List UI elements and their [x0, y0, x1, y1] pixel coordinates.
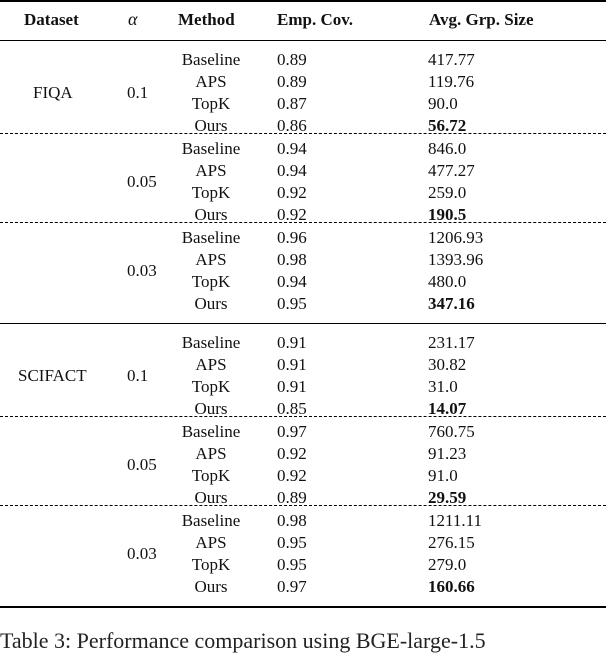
header-method: Method [178, 10, 235, 29]
method-cell: Baseline [181, 139, 241, 158]
dataset-label: FIQA [33, 83, 73, 102]
method-cell: TopK [191, 466, 231, 485]
method-cell: APS [195, 533, 227, 552]
coverage-cell: 0.98 [277, 250, 307, 269]
method-cell: Ours [194, 399, 228, 418]
group-size-cell: 1206.93 [428, 228, 484, 247]
alpha-value: 0.1 [127, 83, 149, 102]
method-cell: Baseline [181, 511, 241, 530]
alpha-value: 0.1 [127, 366, 149, 385]
method-cell: Baseline [181, 228, 241, 247]
group-size-cell: 160.66 [428, 577, 475, 596]
coverage-cell: 0.92 [277, 183, 307, 202]
coverage-cell: 0.89 [277, 488, 307, 507]
header-group-size: Avg. Grp. Size [429, 10, 534, 29]
group-size-cell: 480.0 [428, 272, 467, 291]
coverage-cell: 0.96 [277, 228, 307, 247]
coverage-cell: 0.92 [277, 466, 307, 485]
group-size-cell: 417.77 [428, 50, 475, 69]
group-size-cell: 760.75 [428, 422, 475, 441]
coverage-cell: 0.98 [277, 511, 307, 530]
method-cell: APS [195, 355, 227, 374]
method-cell: Baseline [181, 333, 241, 352]
method-cell: Ours [194, 294, 228, 313]
method-cell: APS [195, 72, 227, 91]
coverage-cell: 0.94 [277, 161, 307, 180]
top-rule [0, 0, 606, 2]
method-cell: Ours [194, 488, 228, 507]
dataset-separator [0, 323, 606, 324]
method-cell: Ours [194, 205, 228, 224]
alpha-value: 0.03 [127, 261, 157, 280]
dataset-label: SCIFACT [18, 366, 87, 385]
coverage-cell: 0.91 [277, 355, 307, 374]
method-cell: TopK [191, 377, 231, 396]
coverage-cell: 0.95 [277, 555, 307, 574]
coverage-cell: 0.87 [277, 94, 307, 113]
group-size-cell: 276.15 [428, 533, 475, 552]
coverage-cell: 0.89 [277, 72, 307, 91]
header-alpha: α [128, 9, 138, 29]
group-size-cell: 259.0 [428, 183, 467, 202]
group-size-cell: 30.82 [428, 355, 467, 374]
group-size-cell: 347.16 [428, 294, 475, 313]
group-size-cell: 91.23 [428, 444, 467, 463]
group-size-cell: 119.76 [428, 72, 475, 91]
method-cell: TopK [191, 272, 231, 291]
group-size-cell: 190.5 [428, 205, 467, 224]
coverage-cell: 0.97 [277, 422, 307, 441]
method-cell: TopK [191, 555, 231, 574]
coverage-cell: 0.85 [277, 399, 307, 418]
header-rule [0, 40, 606, 41]
group-size-cell: 846.0 [428, 139, 467, 158]
group-size-cell: 231.17 [428, 333, 475, 352]
method-cell: TopK [191, 94, 231, 113]
header-coverage: Emp. Cov. [277, 10, 354, 29]
coverage-cell: 0.92 [277, 205, 307, 224]
group-size-cell: 29.59 [428, 488, 467, 507]
alpha-value: 0.03 [127, 544, 157, 563]
group-size-cell: 279.0 [428, 555, 467, 574]
coverage-cell: 0.91 [277, 333, 307, 352]
alpha-value: 0.05 [127, 172, 157, 191]
coverage-cell: 0.95 [277, 533, 307, 552]
header-dataset: Dataset [24, 10, 79, 29]
method-cell: Ours [194, 577, 228, 596]
coverage-cell: 0.94 [277, 139, 307, 158]
method-cell: Ours [194, 116, 228, 135]
group-size-cell: 31.0 [428, 377, 458, 396]
coverage-cell: 0.89 [277, 50, 307, 69]
method-cell: TopK [191, 183, 231, 202]
group-size-cell: 56.72 [428, 116, 467, 135]
coverage-cell: 0.94 [277, 272, 307, 291]
coverage-cell: 0.91 [277, 377, 307, 396]
table-caption: Table 3: Performance comparison using BGE-large-1.5 [0, 628, 486, 653]
group-size-cell: 90.0 [428, 94, 458, 113]
group-size-cell: 1211.11 [428, 511, 482, 530]
group-size-cell: 14.07 [428, 399, 467, 418]
method-cell: APS [195, 161, 227, 180]
coverage-cell: 0.95 [277, 294, 307, 313]
coverage-cell: 0.92 [277, 444, 307, 463]
bottom-rule [0, 606, 606, 608]
coverage-cell: 0.97 [277, 577, 307, 596]
group-size-cell: 1393.96 [428, 250, 484, 269]
group-size-cell: 477.27 [428, 161, 475, 180]
method-cell: APS [195, 444, 227, 463]
method-cell: Baseline [181, 422, 241, 441]
method-cell: Baseline [181, 50, 241, 69]
coverage-cell: 0.86 [277, 116, 307, 135]
alpha-value: 0.05 [127, 455, 157, 474]
group-size-cell: 91.0 [428, 466, 458, 485]
method-cell: APS [195, 250, 227, 269]
